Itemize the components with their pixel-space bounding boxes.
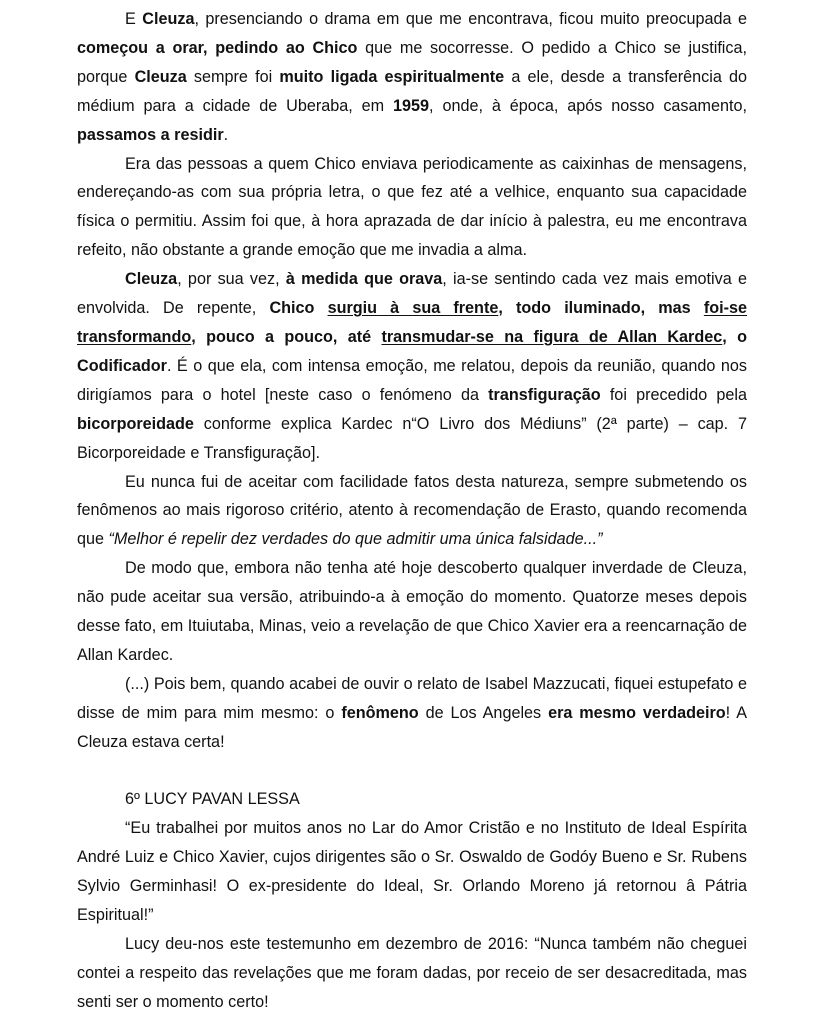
text-run: a ele, desde a transferência do médium para a cidade de Uberaba, em: [77, 67, 747, 115]
text-run: , presenciando o drama em que me encontrava, ficou muito preocupada e: [194, 10, 747, 28]
bold-text: fenômeno: [341, 703, 419, 722]
section-heading: 6º LUCY PAVAN LESSA: [125, 790, 300, 809]
text-run: , por sua vez,: [177, 270, 286, 289]
text-run: Lucy deu-nos este testemunho em dezembro de 2016: “Nunca também não cheguei contei a respeito das revelações que me foram dadas, por receio de ser desacreditada, mas senti ser o momento certo!: [77, 934, 747, 1011]
text-run: sempre foi: [186, 67, 280, 86]
paragraph: [77, 5, 747, 150]
bold-text: muito ligada espiritualmente: [279, 67, 505, 86]
paragraph: [77, 670, 747, 757]
text-run: “Eu trabalhei por muitos anos no Lar do Amor Cristão e no Instituto de Ideal Espírita André Luiz e Chico Xavier, cujos dirigentes são o Sr. Oswaldo de Godóy Bueno e Sr. Rubens Sylvio Germinhasi! O ex-presidente do Ideal, Sr. Orlando Moreno já retornou â Pátria Espiritual!”: [77, 819, 747, 925]
underlined-text: foi-se transformando: [77, 299, 748, 346]
paragraph: [77, 265, 747, 467]
text-run: ! A Cleuza estava certa!: [77, 703, 747, 751]
bold-text: Cleuza: [134, 67, 187, 86]
text-run: E: [125, 10, 143, 28]
bold-text: 1959: [393, 96, 430, 115]
document-page: [77, 5, 747, 1017]
bold-text: Cleuza: [142, 10, 195, 28]
emphasized-text: [381, 328, 722, 346]
paragraph: [77, 468, 747, 555]
paragraph: [77, 814, 747, 930]
underlined-text: surgiu à sua frente: [327, 299, 499, 318]
text-run: Era das pessoas a quem Chico enviava periodicamente as caixinhas de mensagens, endereçando-as com sua própria letra, o que fez até a velhice, enquanto sua capacidade física o permitiu. Assim foi que, à hora aprazada de dar início à palestra, eu me encontrava refeito, não obstante a grande emoção que me invadia a alma.: [77, 154, 747, 260]
text-run: , onde, à época, após nosso casamento,: [429, 96, 747, 115]
text-run: que me socorresse. O pedido a Chico se justifica, porque: [77, 38, 748, 86]
section-body-text: [77, 814, 747, 1016]
text-run: foi precedido pela: [600, 385, 747, 404]
text-run: . É o que ela, com intensa emoção, me relatou, depois da reunião, quando nos dirigíamos para o hotel [neste caso o fenómeno da: [77, 356, 747, 404]
bold-text: começou a orar, pedindo ao Chico: [77, 38, 358, 57]
text-run: , ia-se sentindo cada vez mais emotiva e envolvida. De repente,: [77, 270, 747, 318]
body-text: [77, 5, 747, 757]
underlined-text: transmudar-se na figura de Allan Kardec: [381, 327, 723, 346]
emphasized-text: [328, 299, 499, 317]
bold-text: , o Codificador: [77, 327, 747, 375]
text-run: De modo que, embora não tenha até hoje descoberto qualquer inverdade de Cleuza, não pude aceitar sua versão, atribuindo-a à emoção do momento. Quatorze meses depois desse fato, em Ituiutaba, Minas, veio a revelação de que Chico Xavier era a reencarnação de Allan Kardec.: [77, 559, 747, 664]
bold-text: Cleuza: [125, 270, 178, 289]
text-run: de Los Angeles: [418, 703, 549, 722]
bold-text: Chico: [269, 299, 328, 318]
bold-text: era mesmo verdadeiro: [548, 703, 726, 722]
text-run: .: [223, 125, 229, 144]
paragraph: [77, 930, 747, 1017]
bold-text: bicorporeidade: [77, 414, 194, 433]
paragraph: [77, 554, 747, 670]
text-run: conforme explica Kardec n“O Livro dos Médiuns” (2ª parte) – cap. 7 Bicorporeidade e Transfiguração].: [77, 414, 747, 462]
bold-text: , pouco a pouco, até: [191, 327, 382, 346]
bold-text: transfiguração: [488, 385, 601, 404]
bold-text: passamos a residir: [77, 125, 224, 144]
text-run: (...) Pois bem, quando acabei de ouvir o relato de Isabel Mazzucati, fiquei estupefato e disse de mim para mim mesmo: o: [77, 674, 747, 722]
text-run: Eu nunca fui de aceitar com facilidade fatos desta natureza, sempre submetendo os fenômenos ao mais rigoroso critério, atento à recomendação de Erasto, quando recomenda que: [77, 472, 747, 549]
bold-text: à medida que orava: [285, 270, 443, 289]
italic-text: “Melhor é repelir dez verdades do que admitir uma única falsidade...”: [108, 530, 603, 549]
bold-text: , todo iluminado, mas: [498, 299, 704, 318]
paragraph: [77, 150, 747, 266]
